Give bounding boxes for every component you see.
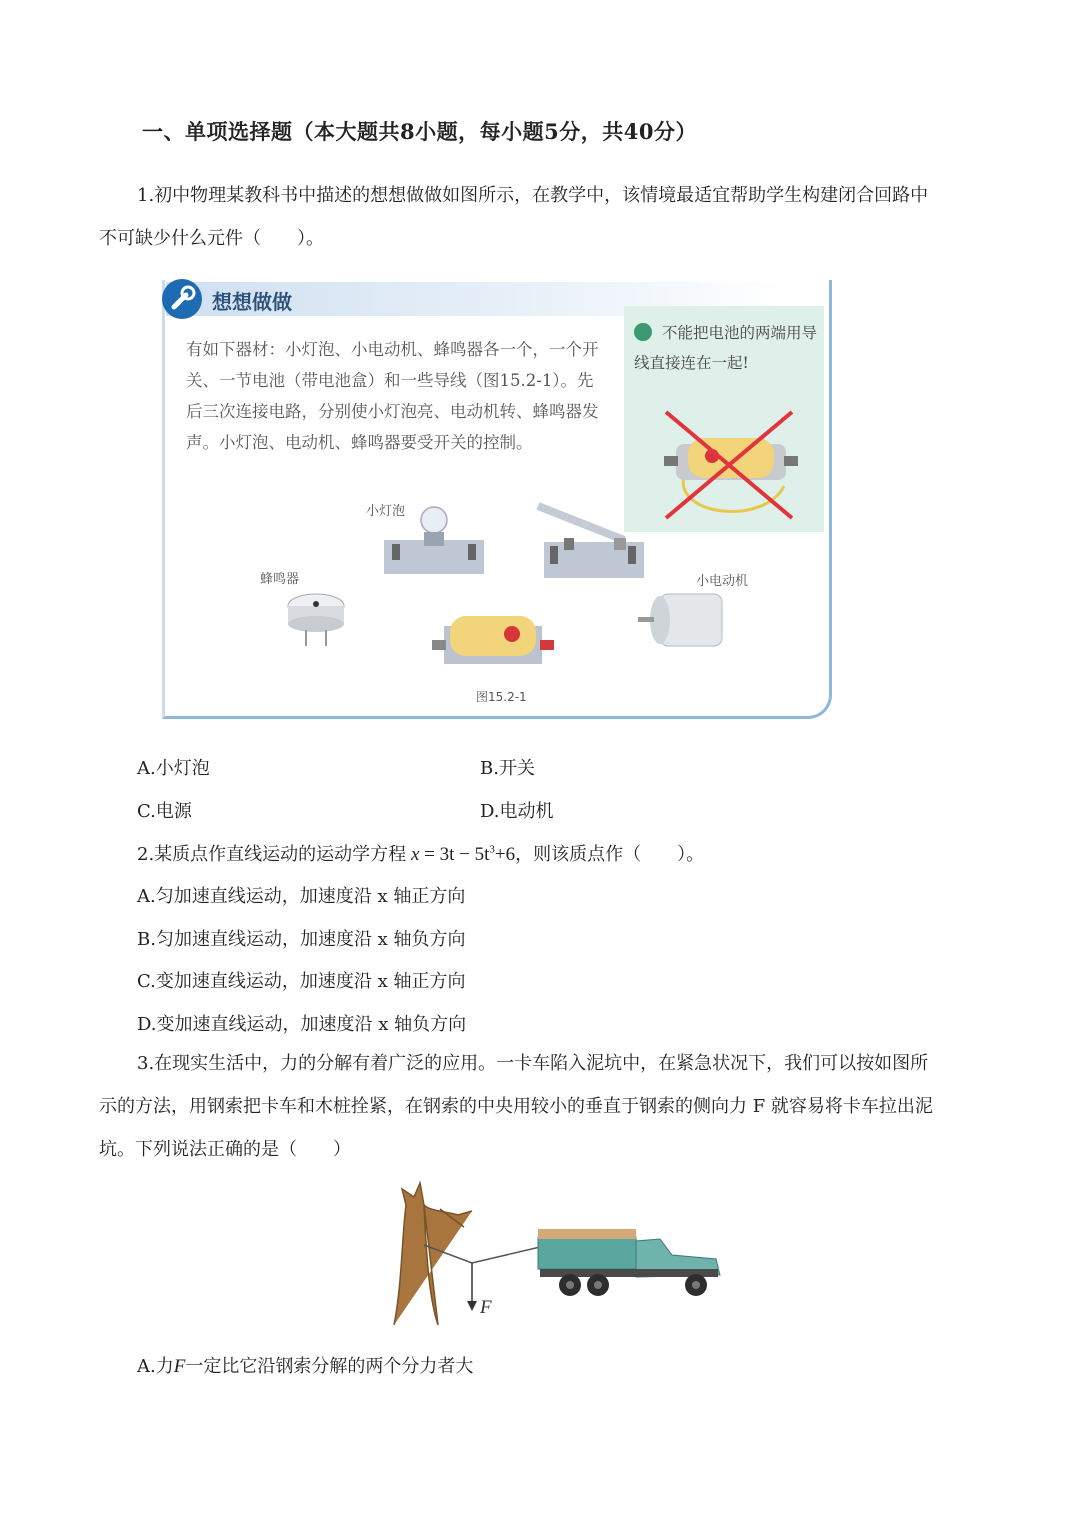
q3-option-a-prefix: A.力 xyxy=(137,1356,174,1377)
figure-caption: 图15.2-1 xyxy=(476,690,527,704)
q3-option-a-var: F xyxy=(173,1356,186,1377)
q1-option-c: C.电源 xyxy=(137,801,192,822)
q2-stem xyxy=(137,840,704,866)
battery-illustration xyxy=(432,612,558,668)
force-label: F xyxy=(480,1297,492,1318)
figure-title: 想想做做 xyxy=(212,290,292,314)
equation-exponent: 3 xyxy=(489,843,495,856)
warning-box xyxy=(624,306,824,532)
figure-body-text: 有如下器材：小灯泡、小电动机、蜂鸣器各一个，一个开关、一节电池（带电池盒）和一些导线（图15.2-1）。先后三次连接电路，分别使小灯泡亮、电动机转、蜂鸣器发声。小灯泡、电动机、蜂鸣器要受开关的控制。 xyxy=(186,340,599,452)
warning-text xyxy=(634,318,820,378)
q3-stem-line3: 坑。下列说法正确的是（ ） xyxy=(99,1139,351,1160)
q2-prefix: 2.某质点作直线运动的运动学方程 xyxy=(137,844,407,865)
q1-option-a: A.小灯泡 xyxy=(137,758,210,779)
light-bulb-illustration xyxy=(380,504,490,580)
switch-illustration xyxy=(528,498,648,580)
equation-lhs: x xyxy=(410,844,420,865)
bulb-label: 小灯泡 xyxy=(366,504,406,519)
q2-option-d: D.变加速直线运动，加速度沿 x 轴负方向 xyxy=(137,1014,467,1035)
q2-option-c: C.变加速直线运动，加速度沿 x 轴正方向 xyxy=(137,971,466,992)
motor-illustration xyxy=(636,588,732,650)
q2-option-b: B.匀加速直线运动，加速度沿 x 轴负方向 xyxy=(137,929,466,950)
leaf-icon xyxy=(634,323,652,341)
equation-rhs-part1: = 3t − 5t xyxy=(419,844,490,865)
shorted-battery-illustration xyxy=(654,406,804,526)
wrench-icon xyxy=(162,279,202,319)
q1-figure xyxy=(140,272,830,720)
q1-option-b: B.开关 xyxy=(480,758,535,779)
q1-stem-line2: 不可缺少什么元件（ ）。 xyxy=(99,228,324,249)
q2-equation xyxy=(406,844,515,865)
truck-tree-illustration xyxy=(380,1175,730,1335)
buzzer-label: 蜂鸣器 xyxy=(260,572,300,587)
motor-label: 小电动机 xyxy=(696,574,749,589)
section-title: 一、单项选择题（本大题共8小题，每小题5分，共40分） xyxy=(142,119,697,144)
q3-option-a-suffix: 一定比它沿钢索分解的两个分力者大 xyxy=(185,1356,474,1377)
q3-stem-line2: 示的方法，用钢索把卡车和木桩拴紧，在钢索的中央用较小的垂直于钢索的侧向力 F 就容易将卡车拉出泥 xyxy=(99,1096,933,1117)
q1-stem-line1: 1.初中物理某教科书中描述的想想做做如图所示，在教学中，该情境最适宜帮助学生构建闭合回路中 xyxy=(137,185,929,206)
buzzer-illustration xyxy=(286,590,346,650)
q2-option-a: A.匀加速直线运动，加速度沿 x 轴正方向 xyxy=(137,886,466,907)
q3-option-a xyxy=(137,1352,473,1378)
q2-suffix: ，则该质点作（ ）。 xyxy=(515,844,705,865)
q3-stem-line1: 3.在现实生活中，力的分解有着广泛的应用。一卡车陷入泥坑中，在紧急状况下，我们可以按如图所 xyxy=(137,1053,929,1074)
equation-rhs-part2: +6 xyxy=(494,844,516,865)
q1-option-d: D.电动机 xyxy=(480,801,554,822)
warning-label: 不能把电池的两端用导线直接连在一起! xyxy=(634,324,818,372)
q3-figure xyxy=(380,1175,730,1335)
